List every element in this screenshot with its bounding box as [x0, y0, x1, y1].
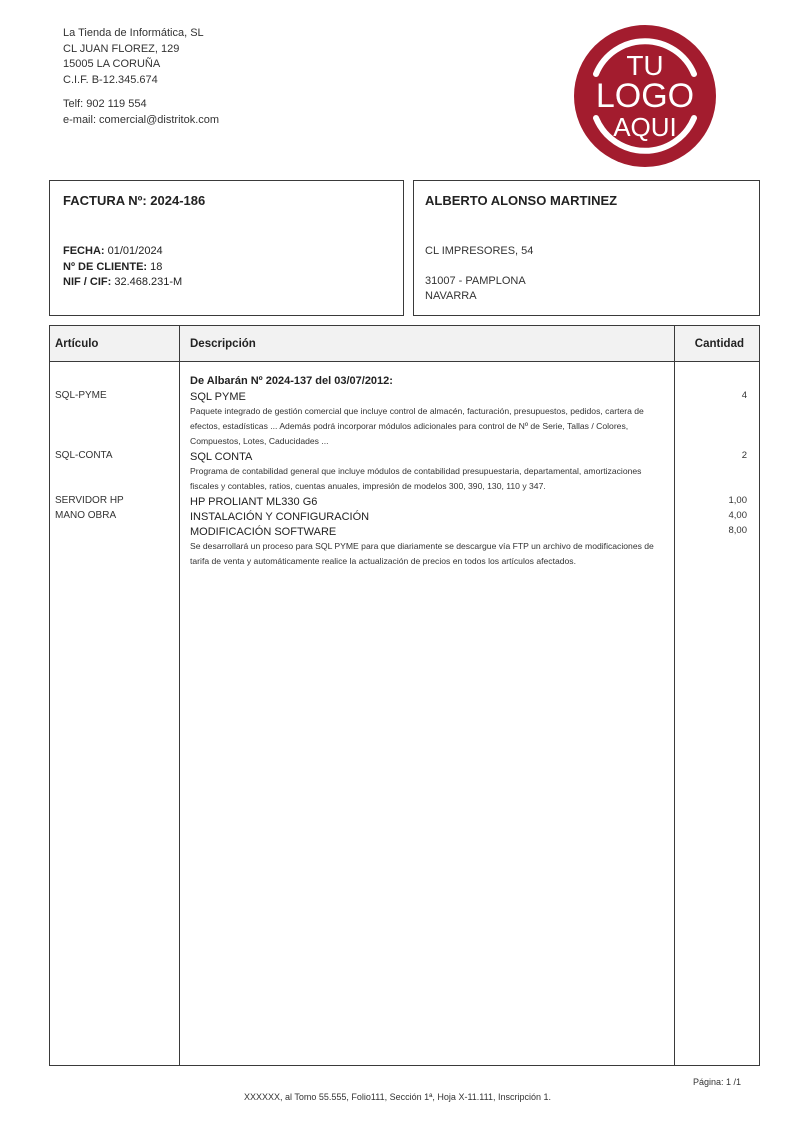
albaran-row: [190, 375, 670, 387]
item-name: MODIFICACIÓN SOFTWARE: [190, 526, 337, 538]
item-quantity: 1,00: [728, 495, 747, 506]
company-phone: Telf: 902 119 554: [63, 98, 147, 110]
column-divider: [674, 326, 675, 1065]
logo-text-1: TU: [626, 50, 664, 81]
client-region: NAVARRA: [425, 290, 477, 302]
item-name: SQL PYME: [190, 391, 246, 403]
date-label: FECHA:: [63, 245, 105, 257]
table-header: [50, 326, 759, 362]
company-info: [63, 26, 219, 128]
header-description: Descripción: [190, 338, 256, 350]
logo-text-2: LOGO: [595, 77, 695, 115]
column-divider: [179, 326, 180, 1065]
item-quantity: 2: [741, 450, 747, 461]
client-address: CL IMPRESORES, 54: [425, 245, 534, 257]
article-code: MANO OBRA: [55, 510, 117, 521]
item-description: Se desarrollará un proceso para SQL PYME para que diariamente se descargue vía FTP un archivo de modificaciones de tarifa de venta y automáticamente realice la actualización de precios en todos los artículos afectados.: [190, 541, 654, 566]
company-cif: C.I.F. B-12.345.674: [63, 73, 158, 86]
item-quantity: 8,00: [728, 525, 747, 536]
item-quantity: 4: [741, 390, 747, 401]
article-code: SQL-CONTA: [55, 450, 113, 461]
invoice-info-box: [49, 180, 404, 316]
table-row: [190, 495, 670, 509]
item-description: Paquete integrado de gestión comercial que incluye control de almacén, facturación, presupuestos, pedidos, cartera de efectos, estadísticas ... Además podrá incorporar módulos adicionales para control de Nº de Serie, Tallas / Colores, Compuestos, Lotes, Caducidades ...: [190, 406, 644, 446]
article-code: SERVIDOR HP: [55, 495, 124, 506]
albaran-title: De Albarán Nº 2024-137 del 03/07/2012:: [190, 375, 393, 387]
item-name: HP PROLIANT ML330 G6: [190, 496, 318, 508]
company-address: CL JUAN FLOREZ, 129: [63, 42, 180, 55]
company-name: La Tienda de Informática, SL: [63, 27, 204, 39]
table-row: [190, 390, 670, 449]
item-description: Programa de contabilidad general que incluye módulos de contabilidad presupuestaria, departamental, amortizaciones fiscales y contables, ratios, cuentas anuales, impresión de modelos 300, 390, 130, 110 y 347.: [190, 466, 642, 491]
invoice-meta: [63, 244, 182, 291]
item-quantity: 4,00: [728, 510, 747, 521]
client-number-label: Nº DE CLIENTE:: [63, 260, 148, 273]
item-name: SQL CONTA: [190, 451, 253, 463]
logo-text-3: AQUI: [613, 112, 677, 142]
registry-footer: XXXXXX, al Tomo 55.555, Folio111, Sección 1ª, Hoja X-11.111, Inscripción 1.: [243, 1092, 551, 1102]
table-row: [190, 510, 670, 524]
client-number: 18: [150, 260, 163, 273]
invoice-title: FACTURA Nº: 2024-186: [63, 193, 206, 208]
company-logo: [574, 25, 716, 167]
table-row: [190, 525, 670, 569]
page-number: Página: 1 /1: [692, 1077, 741, 1087]
client-address-block: [425, 244, 533, 305]
nif-value: 32.468.231-M: [114, 276, 183, 288]
company-email: e-mail: comercial@distritok.com: [63, 113, 220, 126]
header-article: Artículo: [55, 338, 99, 350]
company-city: 15005 LA CORUÑA: [63, 58, 161, 70]
article-code: SQL-PYME: [55, 390, 107, 401]
client-box: [413, 180, 760, 316]
items-table: [49, 325, 760, 1066]
invoice-date: 01/01/2024: [107, 245, 163, 257]
nif-label: NIF / CIF:: [63, 276, 112, 288]
item-name: INSTALACIÓN Y CONFIGURACIÓN: [190, 511, 370, 523]
client-name: ALBERTO ALONSO MARTINEZ: [425, 193, 618, 208]
table-row: [190, 450, 670, 494]
client-city: 31007 - PAMPLONA: [425, 274, 526, 287]
header-quantity: Cantidad: [694, 338, 744, 350]
